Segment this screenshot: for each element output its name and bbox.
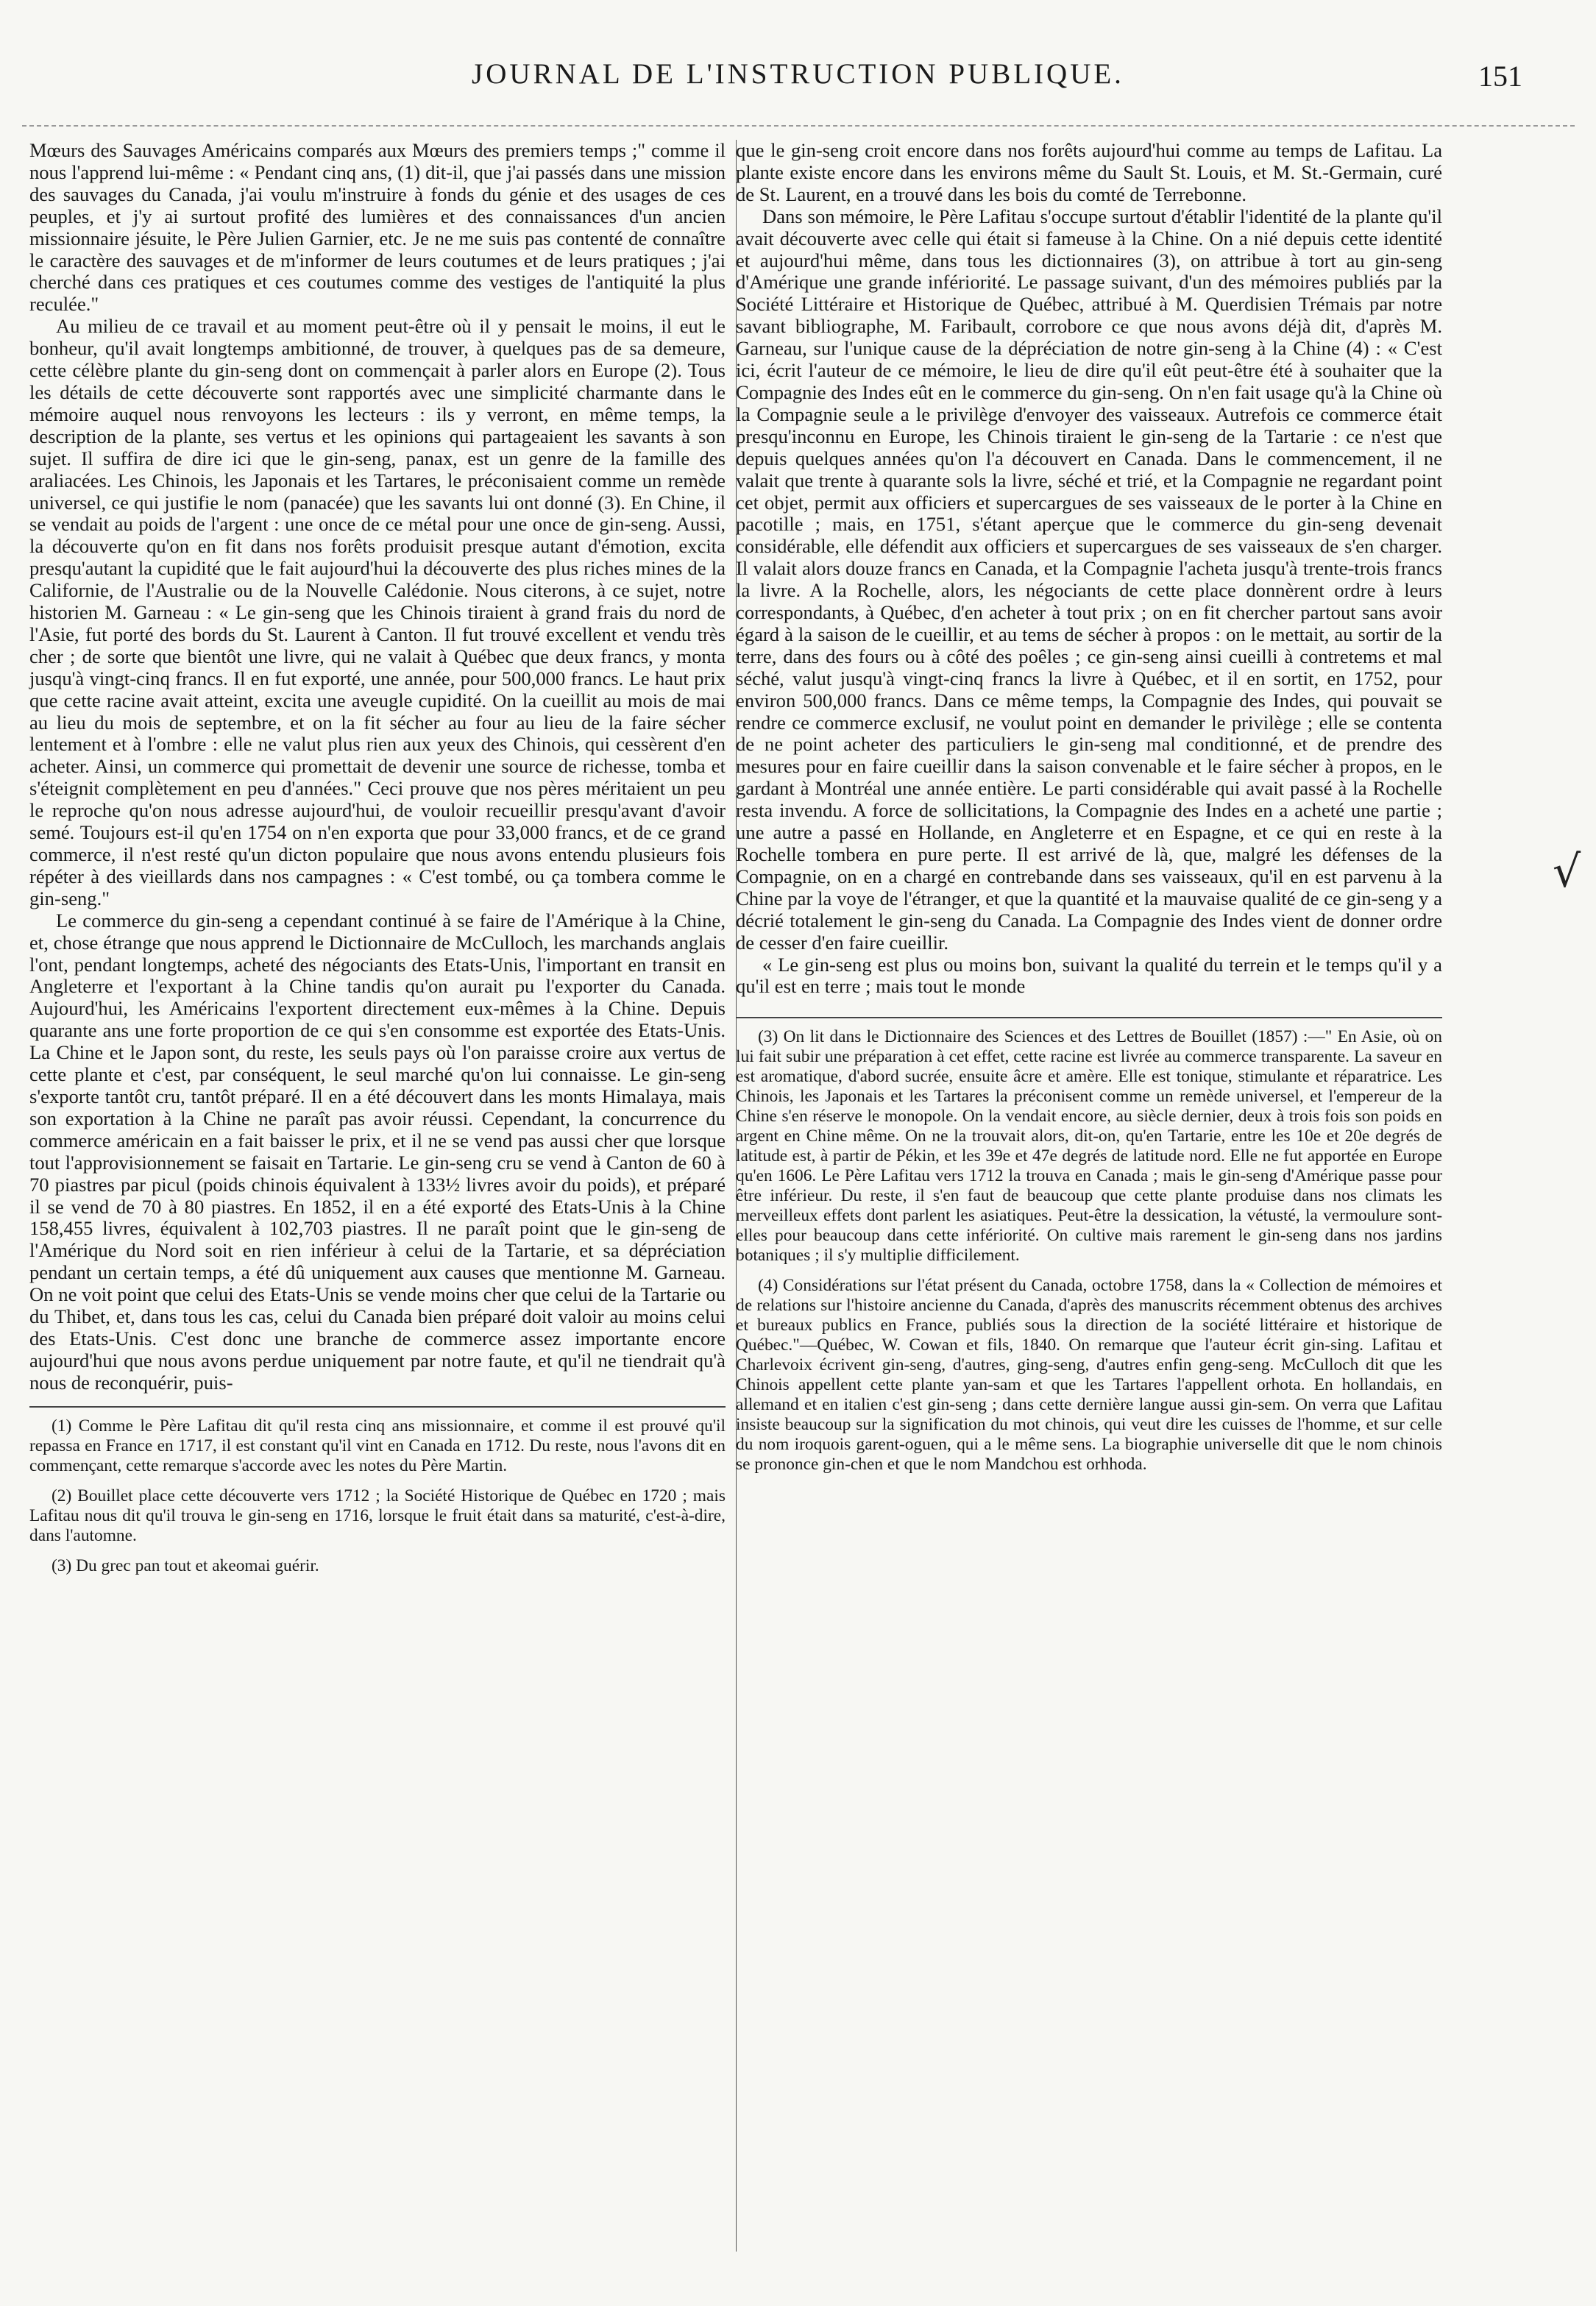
- paragraph: Le commerce du gin-seng a cependant continué à se faire de l'Amérique à la Chine, et, chose étrange que nous apprend le Dictionnaire de McCulloch, les marchands anglais l'ont, pendant longtemps, acheté des négociants des Etats-Unis, l'important en transit en Angleterre et l'exportant à la Chine tandis qu'on aurait pu l'exporter du Canada. Aujourd'hui, les Américains l'exportent directement eux-mêmes à la Chine. Depuis quarante ans une forte proportion de ce qui s'en consomme est exportée des Etats-Unis. La Chine et le Japon sont, du reste, les seuls pays où l'on paraisse croire aux vertus de cette plante et c'est, par conséquent, le seul marché qu'on lui connaisse. Le gin-seng s'exporte tantôt cru, tantôt préparé. Il en a été découvert dans les monts Himalaya, mais son exportation à la Chine ne paraît pas avoir réussi. Cependant, la concurrence du commerce américain en a fait baisser le prix, et il ne se vend pas aussi cher que lorsque tout l'approvisionnement se faisait en Tartarie. Le gin-seng cru se vend à Canton de 60 à 70 piastres par picul (poids chinois équivalent à 133½ livres avoir du poids), et préparé il se vend de 70 à 80 piastres. En 1852, il en a été exporté des Etats-Unis à la Chine 158,455 livres, équivalent à 102,703 piastres. Il ne paraît point que le gin-seng de l'Amérique du Nord soit en rien inférieur à celui de la Tartarie, et sa dépréciation pendant un certain temps, a été dû uniquement aux causes que mentionne M. Garneau. On ne voit point que celui des Etats-Unis se vende moins cher que celui de la Tartarie ou du Thibet, et, dans tous les cas, celui du Canada bien préparé doit valoir au moins celui des Etats-Unis. C'est donc une branche de commerce assez importante encore aujourd'hui que nous avons perdue uniquement par notre faute, et qu'il ne tiendrait qu'à nous de reconquérir, puis-: [29, 909, 726, 1394]
- page-number: 151: [1478, 60, 1522, 93]
- paragraph: Au milieu de ce travail et au moment peut-être où il y pensait le moins, il eut le bonheur, qu'il avait longtemps ambitionné, de trouver, à quelques pas de sa demeure, cette célèbre plante du gin-seng dont on commençait à parler alors en Europe (2). Tous les détails de cette découverte sont rapportés avec une simplicité charmante dans le mémoire auquel nous renvoyons les lecteurs : ils y verront, en même temps, la description de la plante, ses vertus et les opinions qui partageaient les savants à son sujet. Il suffira de dire ici que le gin-seng, panax, est un genre de la famille des araliacées. Les Chinois, les Japonais et les Tartares, le préconisaient comme un remède universel, ce qui justifie le nom (panacée) que les savants lui ont donné (3). En Chine, il se vendait au poids de l'argent : une once de ce métal pour une once de gin-seng. Aussi, la découverte qu'on en fit dans nos forêts produisit presque autant d'émotion, excita presqu'autant la cupidité que le fait aujourd'hui la découverte des plus riches mines de la Californie, de l'Australie ou de la Nouvelle Calédonie. Nous citerons, à ce sujet, notre historien M. Garneau : « Le gin-seng que les Chinois tiraient à grand frais du nord de l'Asie, fut porté des bords du St. Laurent à Canton. Il fut trouvé excellent et vendu très cher ; de sorte que bientôt une livre, qui ne valait à Québec que deux francs, y monta jusqu'à vingt-cinq francs. Il en fut exporté, une année, pour 500,000 francs. Le haut prix que cette racine avait atteint, excita une aveugle cupidité. On la cueillit au mois de mai au lieu du mois de septembre, et on la fit sécher au four au lieu de la faire sécher lentement et à l'ombre : elle ne valut plus rien aux yeux des Chinois, qui cessèrent d'en acheter. Ainsi, un commerce qui promettait de devenir une source de richesse, tomba et s'éteignit complètement en peu d'années." Ceci prouve que nos pères méritaient un peu le reproche qu'on nous adresse aujourd'hui, de vouloir recueillir presqu'avant d'avoir semé. Toujours est-il qu'en 1754 on n'en exporta que pour 33,000 francs, et de ce grand commerce, il n'est resté qu'un dicton populaire que nous avons entendu plusieurs fois répéter à des vieillards dans nos campagnes : « C'est tombé, ou ça tombera comme le gin-seng.": [29, 315, 726, 909]
- footnote: (4) Considérations sur l'état présent du Canada, octobre 1758, dans la « Collection de mémoires et de relations sur l'histoire ancienne du Canada, d'après des manuscrits récemment obtenus des archives et bureaux publics en France, publiés sous la direction de la société littéraire et historique de Québec."—Québec, W. Cowan et fils, 1840. On remarque que l'auteur écrit gin-sing. Lafitau et Charlevoix écrivent gin-seng, d'autres, ging-seng, d'autres enfin geng-seng. McCulloch dit que les Chinois appellent cette plante yan-sam et que les Tartares l'appellent orhota. En hollandais, en allemand et en italien c'est gin-seng ; dans cette dernière langue aussi gin-sem. On verra que Lafitau insiste beaucoup sur la signification du mot chinois, qui veut dire les cuisses de l'homme, et sur celle du nom iroquois garent-oguen, qui a le même sens. La biographie universelle dit que le nom chinois se prononce gin-chen et que le nom Mandchou est orhhoda.: [736, 1276, 1442, 1475]
- paragraph: « Le gin-seng est plus ou moins bon, suivant la qualité du terrein et le temps qu'il y a qu'il est en terre ; mais tout le monde: [736, 953, 1442, 998]
- paragraph: Dans son mémoire, le Père Lafitau s'occupe surtout d'établir l'identité de la plante qu'il avait découverte avec celle qui était si fameuse à la Chine. On a nié depuis cette identité et aujourd'hui même, dans tous les dictionnaires (3), on attribue à tort au gin-seng d'Amérique une grande infériorité. Le passage suivant, d'un des mémoires publiés par la Société Littéraire et Historique de Québec, attribué à M. Querdisien Trémais par notre savant bibliographe, M. Faribault, corrobore ce que nous avons déjà dit, d'après M. Garneau, sur l'unique cause de la dépréciation de notre gin-seng à la Chine (4) : « C'est ici, écrit l'auteur de ce mémoire, le lieu de dire qu'il eût peut-être été à souhaiter que la Compagnie des Indes eût en le commerce du gin-seng. On n'en fait usage qu'à la Chine où la Compagnie seule a le privilège d'envoyer des vaisseaux. Autrefois ce commerce était presqu'inconnu en Europe, les Chinois tiraient le gin-seng de la Tartarie : ce n'est que depuis quelques années qu'on l'a découvert en Canada. Dans le commencement, il ne valait que trente à quarante sols la livre, séché et trié, et la Compagnie ne regardant point cet objet, permit aux officiers et supercargues de ses vaisseaux de le porter à la Chine en pacotille ; mais, en 1751, s'étant aperçue que le commerce du gin-seng devenait considérable, elle défendit aux officiers et supercargues de ses vaisseaux de s'en charger. Il valait alors douze francs en Canada, et la Compagnie l'acheta jusqu'à trente-trois francs la livre. A la Rochelle, alors, les négociants de cette place donnèrent ordre à leurs correspondants, à Québec, d'en acheter à tout prix ; on en fit chercher partout sans avoir égard à la saison de le cueillir, et au tems de sécher à propos : on le mettait, au sortir de la terre, dans des fours ou à côté des poêles ; ce gin-seng ainsi cueilli à contretems et mal séché, valut jusqu'à vingt-cinq francs la livre à Québec, et il en sortit, en 1752, pour environ 500,000 francs. Dans ce même temps, la Compagnie des Indes, qui pouvait se rendre ce commerce exclusif, ne voulut point en demander le privilège ; elle se contenta de ne point acheter des particuliers le gin-seng mal conditionné, et de prendre des mesures pour en faire cueillir dans la saison convenable et le faire sécher à propos, en le gardant à Montréal une année entière. Le parti considérable qui avait passé à la Rochelle resta invendu. A force de sollicitations, la Compagnie des Indes en a acheté une partie ; une autre a passé en Hollande, en Angleterre et en Espagne, et ce qui en reste à la Rochelle tombera en pure perte. Il est arrivé de là, que, malgré les défenses de la Compagnie, on en a chargé en contrebande dans ses vaisseaux, qu'il en est parvenu à la Chine par la voye de l'étranger, et que la quantité et la mauvaise qualité de ce gin-seng y a décrié totalement le gin-seng du Canada. La Compagnie des Indes vient de donner ordre de cesser d'en faire cueillir.: [736, 205, 1442, 954]
- footnote: (3) Du grec pan tout et akeomai guérir.: [52, 1555, 319, 1575]
- margin-check-mark: √: [1553, 846, 1581, 898]
- paragraph: Mœurs des Sauvages Américains comparés aux Mœurs des premiers temps ;" comme il nous l'apprend lui-même : « Pendant cinq ans, (1) dit-il, que j'ai passés dans une mission des sauvages du Canada, j'ai voulu m'instruire à fonds du génie et des usages de ces peuples, et j'y ai surtout profité des lumières et des connaissances d'un ancien missionnaire jésuite, le Père Julien Garnier, etc. Je ne me suis pas contenté de connaître le caractère des sauvages et de m'informer de leurs coutumes et de leurs pratiques ; j'ai cherché dans ces pratiques et ces coutumes comme des vestiges de l'antiquité la plus reculée.": [29, 139, 726, 316]
- header-rule: [22, 125, 1575, 127]
- right-column: [736, 140, 1442, 2244]
- footnote: (3) On lit dans le Dictionnaire des Sciences et des Lettres de Bouillet (1857) :—" En Asie, où on lui fait subir une préparation à cet effet, cette racine est livrée au commerce transparente. La saveur en est aromatique, d'abord sucrée, ensuite âcre et amère. Elle est tonique, stimulante et réparatrice. Les Chinois, les Japonais et les Tartares la préconisent comme un remède universel, et l'empereur de la Chine s'en réserve le monopole. On la vendait encore, au siècle dernier, deux à trois fois son poids en argent en Chine même. On ne la trouvait alors, dit-on, qu'en Tartarie, entre les 10e et 20e degrés de latitude est, à partir de Pékin, et les 39e et 47e degrés de latitude nord. Elle ne fut apportée en Europe qu'en 1606. Le Père Lafitau vers 1712 la trouva en Canada ; mais le gin-seng d'Amérique passe pour être inférieur. Du reste, il s'en faut de beaucoup que cette plante produise dans nos climats les merveilleux effets dont parlent les asiatiques. Peut-être la dessication, la vétusté, la vermoulure sont-elles pour beaucoup dans cette infériorité. On cultive mais rarement le gin-seng dans nos jardins botaniques ; il s'y multiplie difficilement.: [736, 1027, 1442, 1266]
- running-title: JOURNAL DE L'INSTRUCTION PUBLIQUE.: [472, 58, 1124, 90]
- left-footnotes: [29, 1406, 726, 1576]
- right-footnotes: [736, 1017, 1442, 1475]
- paragraph: que le gin-seng croit encore dans nos forêts aujourd'hui comme au temps de Lafitau. La plante existe encore dans les environs même du Sault St. Louis, et M. St.-Germain, curé de St. Laurent, en a trouvé dans les bois du comté de Terrebonne.: [736, 139, 1442, 205]
- footnote: (1) Comme le Père Lafitau dit qu'il resta cinq ans missionnaire, et comme il est prouvé qu'il repassa en France en 1717, il est constant qu'il vint en Canada en 1712. Du reste, nous l'avons dit en commençant, cette remarque s'accorde avec les notes du Père Martin.: [29, 1416, 726, 1475]
- footnote: (2) Bouillet place cette découverte vers 1712 ; la Société Historique de Québec en 1720 ; mais Lafitau nous dit qu'il trouva le gin-seng en 1716, lorsque le fruit était dans sa maturité, c'est-à-dire, dans l'automne.: [29, 1486, 726, 1545]
- left-column: [29, 140, 737, 2252]
- page-header: [0, 57, 1596, 102]
